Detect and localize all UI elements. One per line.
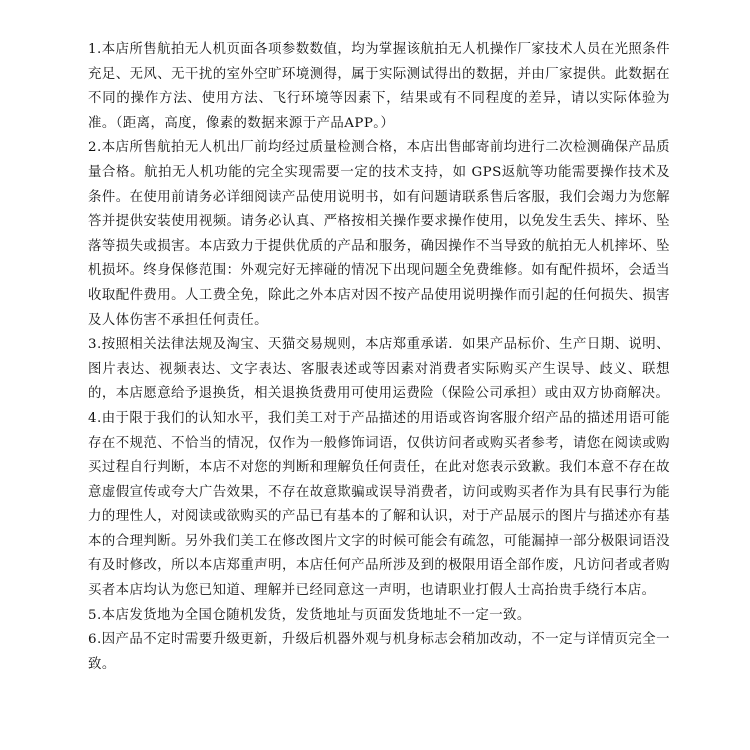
disclaimer-notice (88, 38, 670, 677)
notice-paragraph-3: 3.按照相关法律法规及淘宝、天猫交易规则，本店郑重承诺．如果产品标价、生产日期、说明、图片表达、视频表达、文字表达、客服表述或等因素对消费者实际购买产生误导、歧义、联想的，本店愿意给予退换货，相关退换货费用可使用运费险（保险公司承担）或由双方协商解决。 (88, 337, 670, 402)
notice-paragraph-1: 1.本店所售航拍无人机页面各项参数数值，均为掌握该航拍无人机操作厂家技术人员在光照条件充足、无风、无干扰的室外空旷环境测得，属于实际测试得出的数据，并由厂家提供。此数据在不同的操作方法、使用方法、飞行环境等因素下，结果或有不同程度的差异，请以实际体验为准。（距离，高度，像素的数据来源于产品APP。） (88, 42, 670, 131)
notice-paragraph-6: 6.因产品不定时需要升级更新，升级后机器外观与机身标志会稍加改动，不一定与详情页完全一致。 (88, 632, 670, 672)
notice-paragraph-4: 4.由于限于我们的认知水平，我们美工对于产品描述的用语或咨询客服介绍产品的描述用语可能存在不规范、不恰当的情况，仅作为一般修饰词语，仅供访问者或购买者参考，请您在阅读或购买过程自行判断，本店不对您的判断和理解负任何责任，在此对您表示致歉。我们本意不存在故意虚假宣传或夸大广告效果，不存在故意欺骗或误导消费者，访问或购买者作为具有民事行为能力的理性人，对阅读或欲购买的产品已有基本的了解和认识，对于产品展示的图片与描述亦有基本的合理判断。另外我们美工在修改图片文字的时候可能会有疏忽，可能漏掉一部分极限词语没有及时修改，所以本店郑重声明，本店任何产品所涉及到的极限用语全部作废，凡访问者或者购买者本店均认为您已知道、理解并已经同意这一声明，也请职业打假人士高抬贵手绕行本店。 (88, 410, 670, 599)
notice-paragraph-2: 2.本店所售航拍无人机出厂前均经过质量检测合格，本店出售邮寄前均进行二次检测确保产品质量合格。航拍无人机功能的完全实现需要一定的技术支持，如 GPS返航等功能需要操作技术及条件。在使用前请务必详细阅读产品使用说明书，如有问题请联系售后客服，我们会竭力为您解答并提供安装使用视频。请务必认真、严格按相关操作要求操作使用，以免发生丢失、摔坏、坠落等损失或损害。本店致力于提供优质的产品和服务，确因操作不当导致的航拍无人机摔坏、坠机损坏。终身保修范围：外观完好无摔碰的情况下出现问题全免费维修。如有配件损坏，会适当收取配件费用。人工费全免，除此之外本店对因不按产品使用说明操作而引起的任何损失、损害及人体伤害不承担任何责任。 (88, 140, 670, 328)
notice-paragraph-5: 5.本店发货地为全国仓随机发货，发货地址与页面发货地址不一定一致。 (88, 607, 531, 623)
